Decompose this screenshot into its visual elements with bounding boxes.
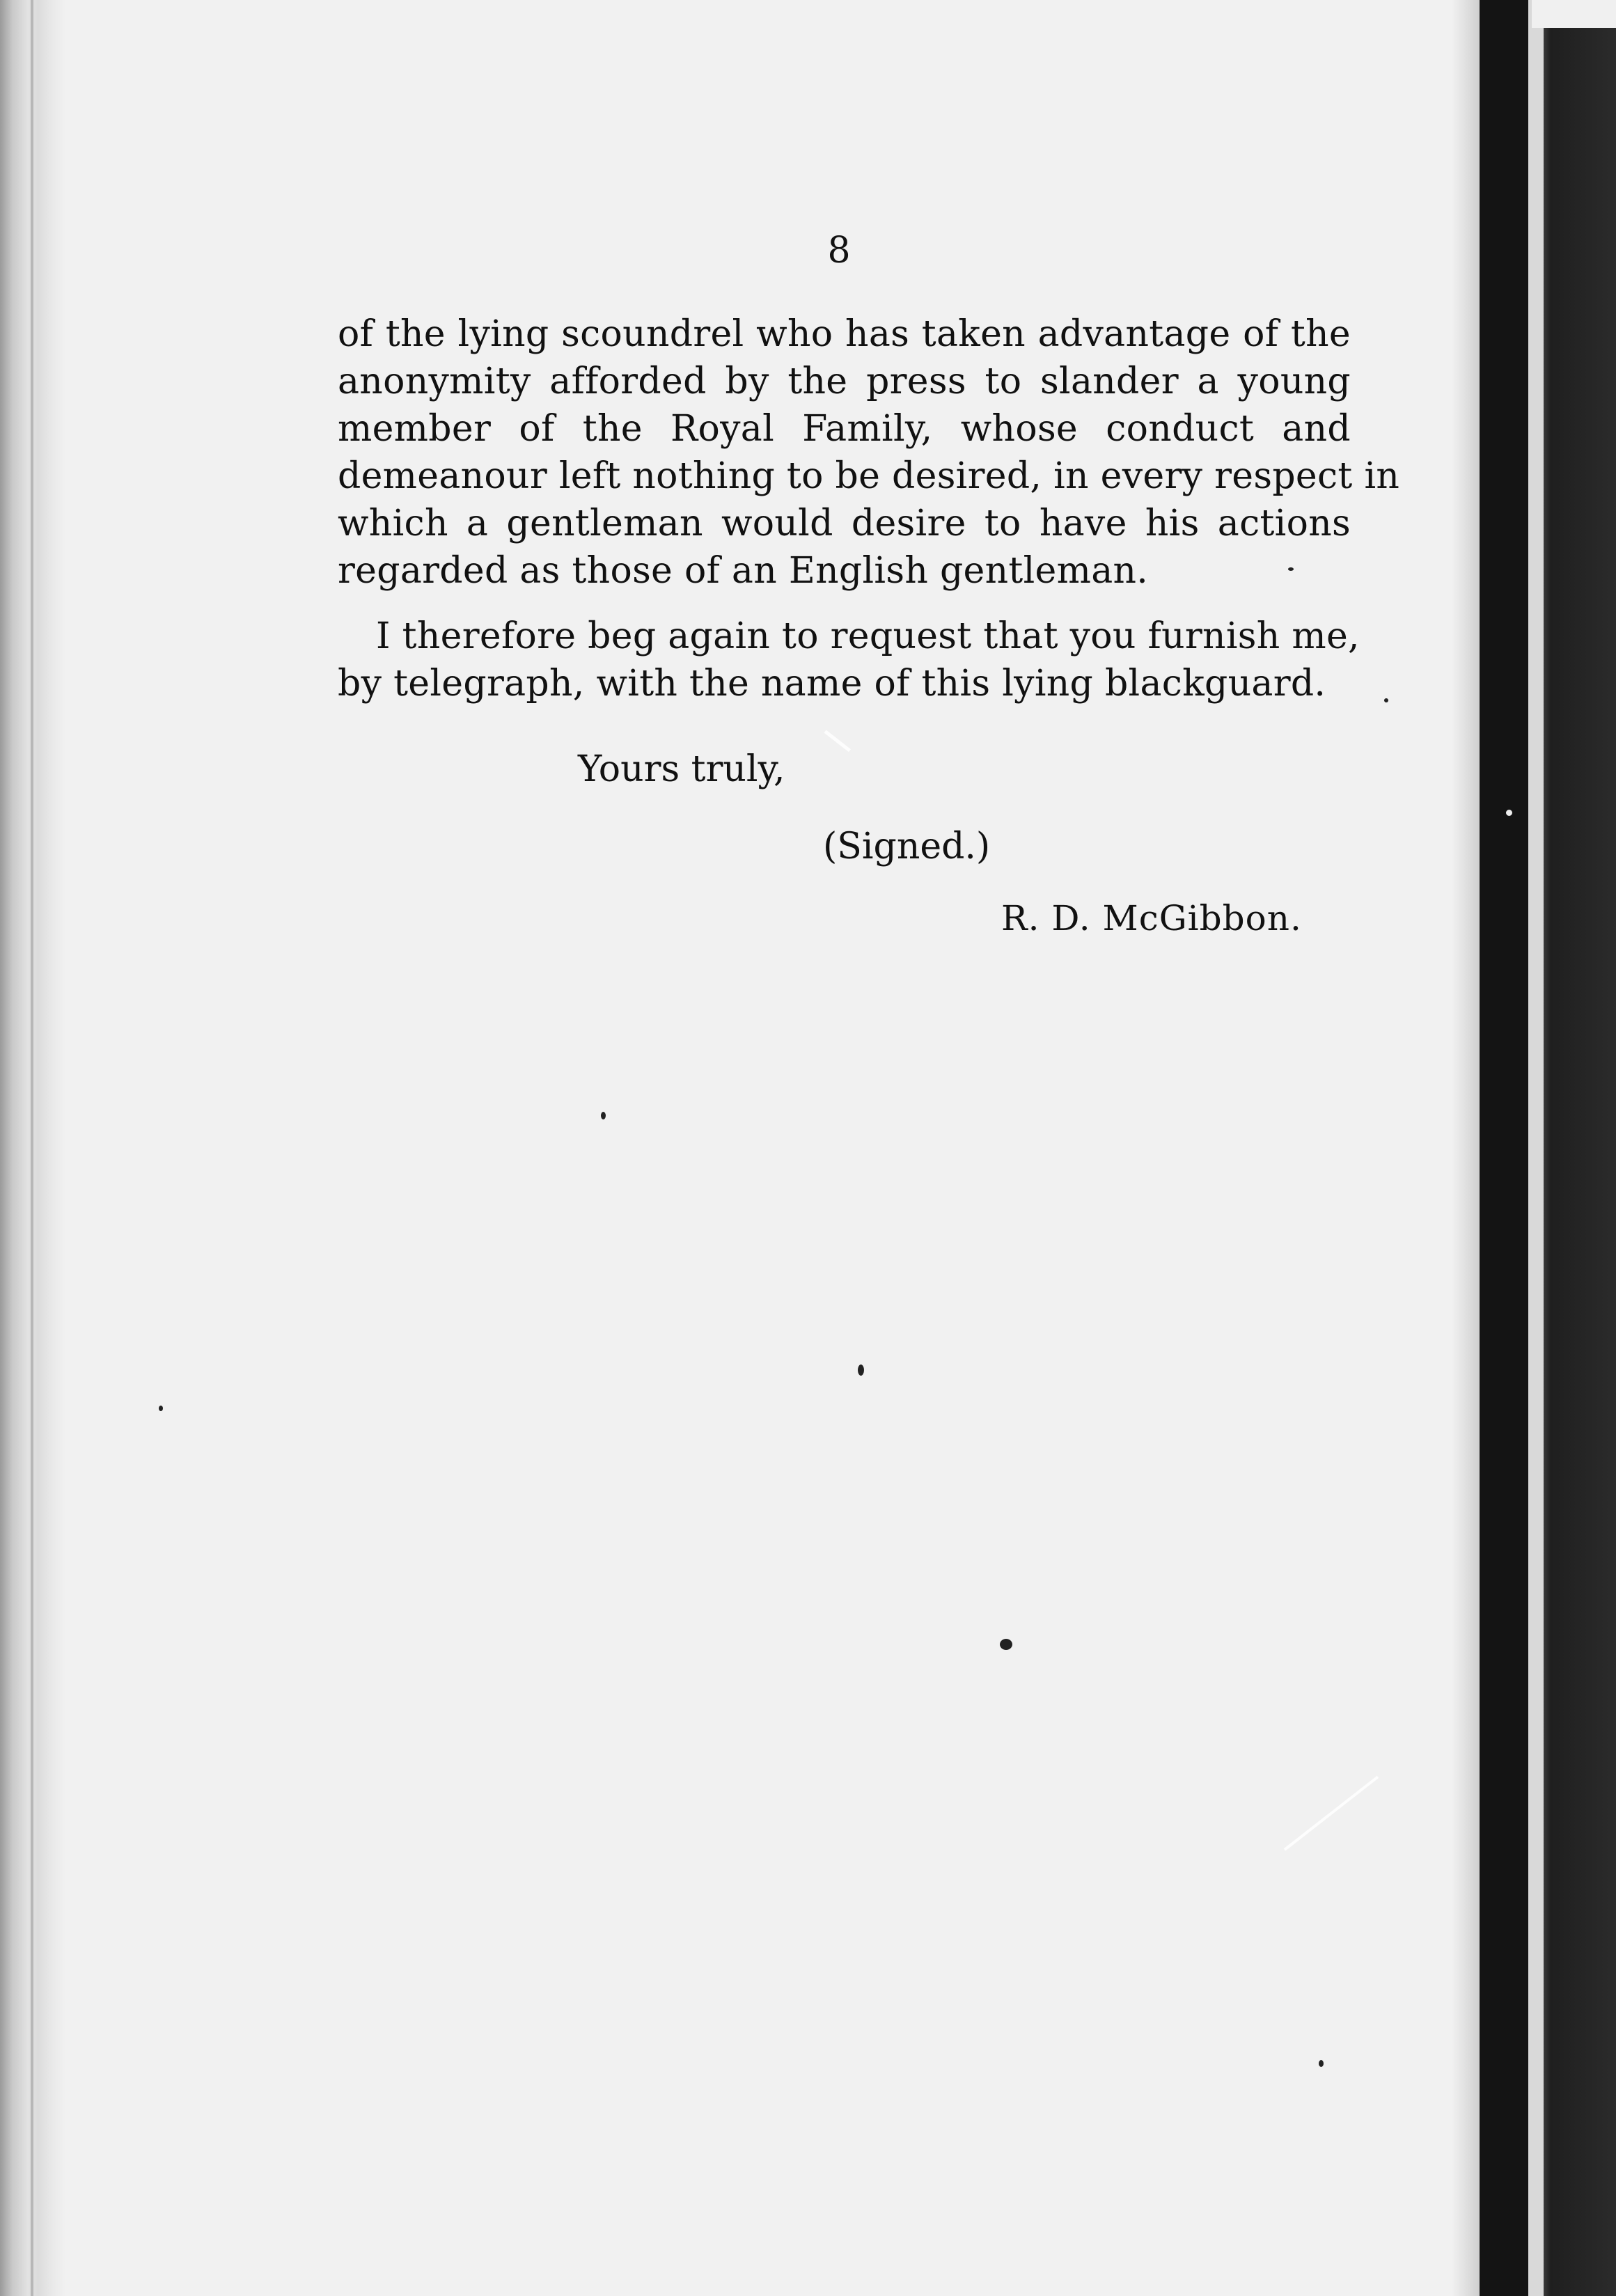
dust-speck: [1384, 698, 1388, 702]
paragraph-line: demeanour left nothing to be desired, in every respect in: [338, 455, 1400, 497]
book-spine: [1480, 0, 1528, 2296]
closing-salutation: Yours truly,: [578, 748, 785, 790]
adjacent-page-edge: [1544, 0, 1616, 2296]
dust-speck: [1288, 567, 1294, 571]
paragraph-2: [338, 613, 1360, 707]
paragraph-line: which a gentleman would desire to have his actions: [338, 503, 1351, 544]
spine-gap: [1528, 0, 1544, 2296]
dust-speck: [1000, 1639, 1012, 1650]
dust-speck: [1506, 810, 1512, 816]
dust-speck: [1319, 2060, 1324, 2067]
signatory-name: R. D. McGibbon.: [1001, 898, 1302, 938]
paragraph-line: member of the Royal Family, whose conduct and: [338, 408, 1351, 450]
top-right-paper-corner: [1532, 0, 1616, 28]
paragraph-1: [338, 310, 1400, 595]
paragraph-line: by telegraph, with the name of this lying blackguard.: [338, 663, 1326, 705]
paragraph-line: of the lying scoundrel who has taken advantage of the: [338, 313, 1351, 355]
signed-note: (Signed.): [823, 826, 991, 867]
paragraph-line: I therefore beg again to request that you furnish me,: [376, 615, 1360, 657]
page-number: 8: [827, 230, 851, 272]
paragraph-line: anonymity afforded by the press to slander a young: [338, 361, 1351, 402]
dust-speck: [601, 1112, 606, 1119]
paragraph-line: regarded as those of an English gentleman.: [338, 550, 1149, 592]
dust-speck: [858, 1365, 864, 1376]
right-page-shadow: [1452, 0, 1480, 2296]
left-fold-line: [31, 0, 33, 2296]
dust-speck: [159, 1406, 163, 1411]
